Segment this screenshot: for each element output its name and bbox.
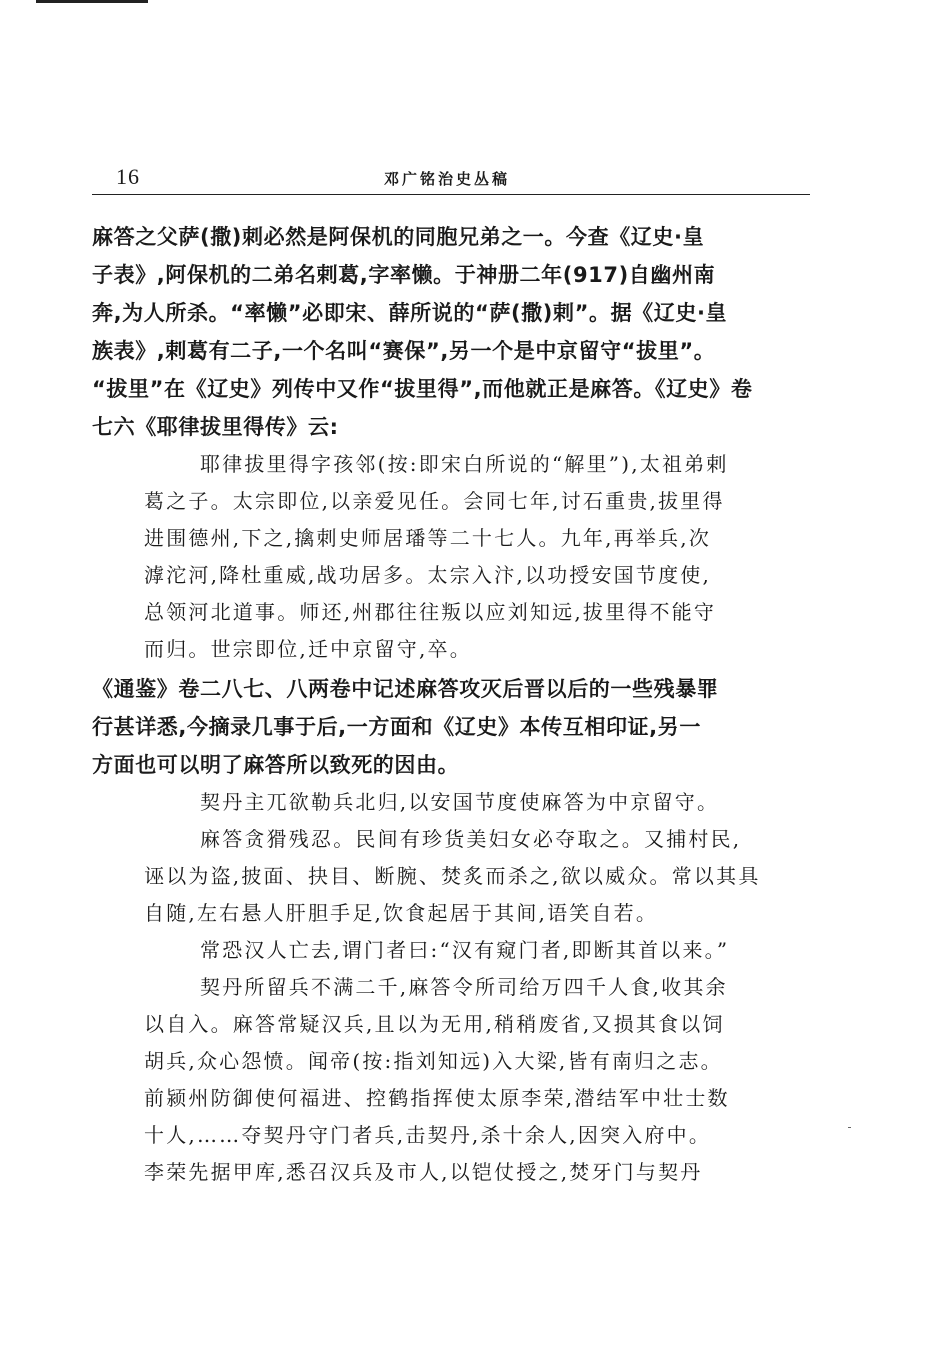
- text-line: “拔里”在《辽史》列传中又作“拔里得”,而他就正是麻答。《辽史》卷: [92, 377, 753, 401]
- quote-line: 前颍州防御使何福进、控鹤指挥使太原李荣,潜结军中壮士数: [144, 1086, 730, 1110]
- quote-line: 而归。世宗即位,迁中京留守,卒。: [144, 637, 472, 661]
- quote-line: 葛之子。太宗即位,以亲爱见任。会同七年,讨石重贵,拔里得: [144, 489, 725, 513]
- quote-line: 十人,……夺契丹守门者兵,击契丹,杀十余人,因突入府中。: [144, 1123, 712, 1147]
- quote-line: 契丹所留兵不满二千,麻答令所司给万四千人食,收其余: [200, 975, 728, 999]
- quote-line: 麻答贪猾残忍。民间有珍货美妇女必夺取之。又捕村民,: [200, 827, 742, 851]
- quote-line: 耶律拔里得字孩邻(按:即宋白所说的“解里”),太祖弟剌: [200, 452, 729, 476]
- text-line: 七六《耶律拔里得传》云:: [92, 415, 339, 439]
- text-line: 方面也可以明了麻答所以致死的因由。: [92, 753, 460, 777]
- text-line: 族表》,剌葛有二子,一个名叫“赛保”,另一个是中京留守“拔里”。: [92, 339, 716, 363]
- quote-line: 进围德州,下之,擒刺史师居璠等二十七人。九年,再举兵,次: [144, 526, 712, 550]
- scan-edge-mark: [36, 0, 148, 3]
- block-quote-tongjian: [92, 784, 810, 1191]
- running-title: 邓广铭治史丛稿: [384, 170, 511, 188]
- block-quote-liaoshi: [92, 446, 810, 668]
- page-body: [92, 218, 810, 1191]
- text-line: 子表》,阿保机的二弟名剌葛,字率懒。于神册二年(917)自幽州南: [92, 263, 716, 287]
- text-line: 行甚详悉,今摘录几事于后,一方面和《辽史》本传互相印证,另一: [92, 715, 701, 739]
- paragraph-intro: [92, 218, 810, 446]
- text-line: 奔,为人所杀。“率懒”必即宋、薛所说的“萨(撒)剌”。据《辽史·皇: [92, 301, 728, 325]
- quote-line: 胡兵,众心怨愤。闻帝(按:指刘知远)入大梁,皆有南归之志。: [144, 1049, 723, 1073]
- text-line: 麻答之父萨(撒)刺必然是阿保机的同胞兄弟之一。今查《辽史·皇: [92, 225, 705, 249]
- paragraph-tongjian: [92, 670, 810, 784]
- page-header: [92, 160, 810, 195]
- quote-line: 滹沱河,降杜重威,战功居多。太宗入汴,以功授安国节度使,: [144, 563, 712, 587]
- margin-tick-mark: [848, 1127, 851, 1128]
- quote-line: 总领河北道事。师还,州郡往往叛以应刘知远,拔里得不能守: [144, 600, 717, 624]
- page-number: 16: [116, 164, 140, 189]
- quote-line: 自随,左右悬人肝胆手足,饮食起居于其间,语笑自若。: [144, 901, 659, 925]
- quote-line: 以自入。麻答常疑汉兵,且以为无用,稍稍废省,又损其食以饲: [144, 1012, 725, 1036]
- quote-line: 常恐汉人亡去,谓门者曰:“汉有窥门者,即断其首以来。”: [200, 938, 730, 962]
- quote-line: 契丹主兀欲勒兵北归,以安国节度使麻答为中京留守。: [200, 790, 720, 814]
- quote-line: 诬以为盗,披面、抉目、断腕、焚炙而杀之,欲以威众。常以其具: [144, 864, 761, 888]
- quote-line: 李荣先据甲库,悉召汉兵及市人,以铠仗授之,焚牙门与契丹: [144, 1160, 703, 1184]
- text-line: 《通鉴》卷二八七、八两卷中记述麻答攻灭后晋以后的一些残暴罪: [92, 677, 719, 701]
